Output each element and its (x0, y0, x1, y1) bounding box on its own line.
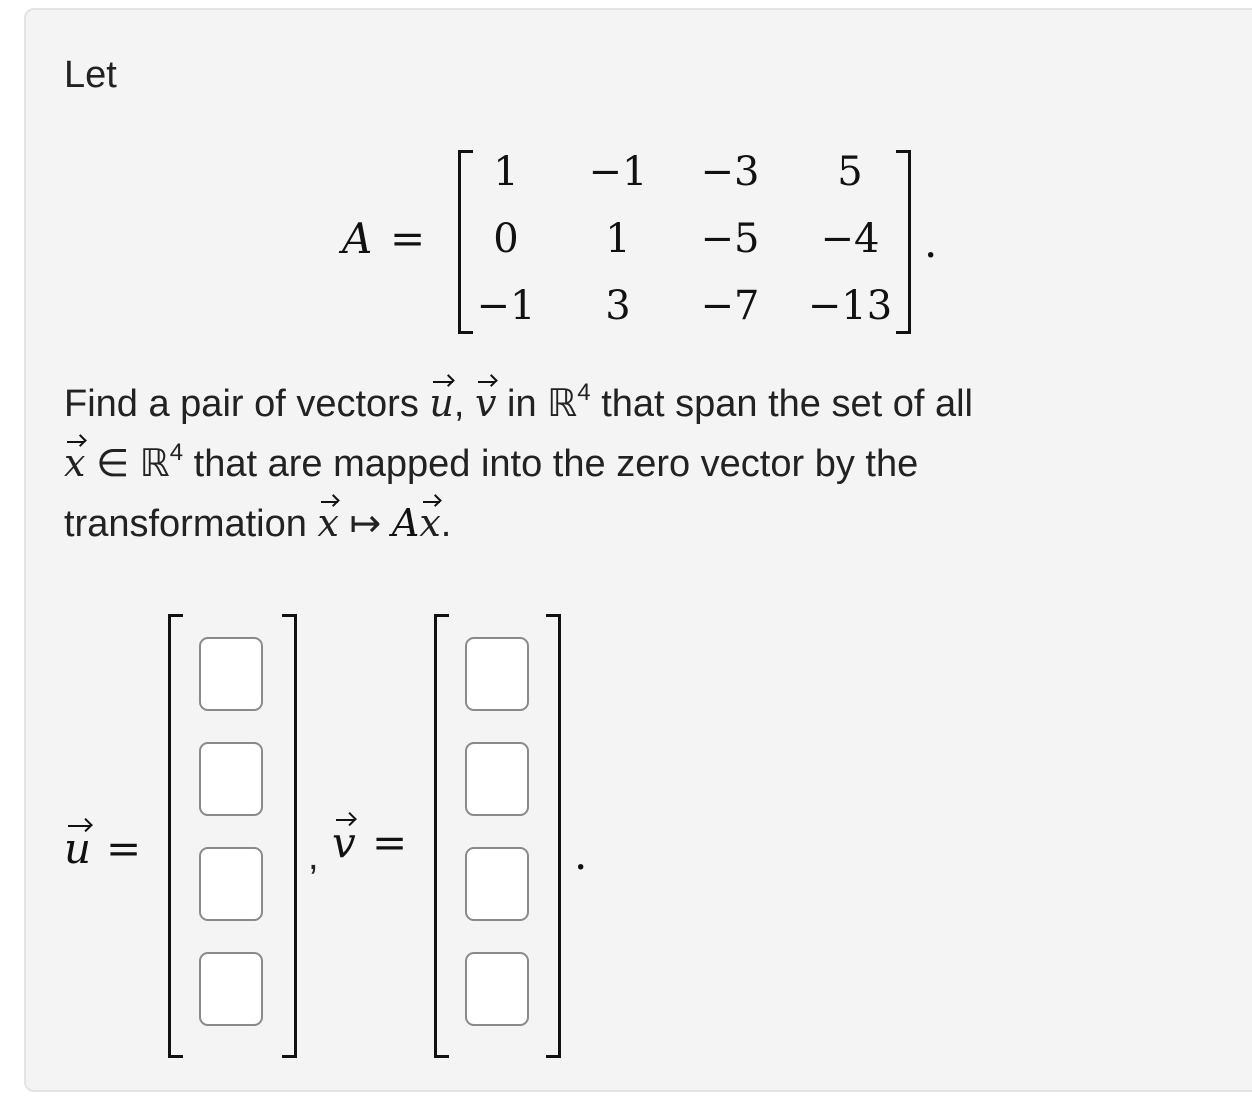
matrix-cell: −3 (700, 149, 760, 195)
matrix-name: A (342, 214, 373, 263)
real-space-symbol: ℝ (547, 381, 578, 425)
matrix-cell: 0 (493, 216, 519, 262)
intro-text: Let (64, 54, 117, 96)
question-line-3: transformation x ↦ Ax. (64, 501, 452, 545)
matrix-cell: 1 (493, 149, 519, 195)
matrix-cell: −7 (700, 283, 760, 329)
matrix-cell: 1 (605, 216, 631, 262)
matrix-cell: 3 (605, 283, 631, 329)
answer-v-label: v (332, 818, 356, 867)
matrix-cell: −4 (820, 216, 880, 262)
matrix-cell: 5 (837, 149, 863, 195)
u-component-1-input[interactable] (199, 637, 263, 711)
answer-v-equals: = (372, 818, 408, 867)
vector-x: x (64, 441, 86, 485)
vector-x: x (419, 501, 441, 545)
vector-v: v (475, 381, 497, 425)
matrix-cell: −5 (700, 216, 760, 262)
matrix-cell: −13 (807, 283, 893, 329)
answer-period: . (574, 830, 588, 879)
u-component-2-input[interactable] (199, 742, 263, 816)
vector-u: u (429, 381, 454, 425)
matrix-cell: −1 (588, 149, 648, 195)
real-space-symbol: ℝ (139, 441, 170, 485)
answer-u-equals: = (106, 824, 142, 873)
u-left-bracket (168, 614, 183, 1058)
v-right-bracket (546, 614, 561, 1058)
matrix-period: . (924, 218, 938, 267)
v-component-4-input[interactable] (465, 952, 529, 1026)
v-component-1-input[interactable] (465, 637, 529, 711)
question-line-1: Find a pair of vectors u, v in ℝ$^4$ that span the set of all (64, 379, 973, 425)
u-component-4-input[interactable] (199, 952, 263, 1026)
vector-x: x (317, 501, 339, 545)
matrix-cell: −1 (476, 283, 536, 329)
v-component-3-input[interactable] (465, 847, 529, 921)
answer-u-label: u (64, 824, 92, 873)
question-line-2: x ∈ ℝ$^4$ that are mapped into the zero vector by the (64, 439, 919, 485)
answer-separator: , (308, 836, 319, 878)
u-component-3-input[interactable] (199, 847, 263, 921)
u-right-bracket (282, 614, 297, 1058)
v-component-2-input[interactable] (465, 742, 529, 816)
matrix-equals: = (390, 214, 426, 263)
v-left-bracket (434, 614, 449, 1058)
